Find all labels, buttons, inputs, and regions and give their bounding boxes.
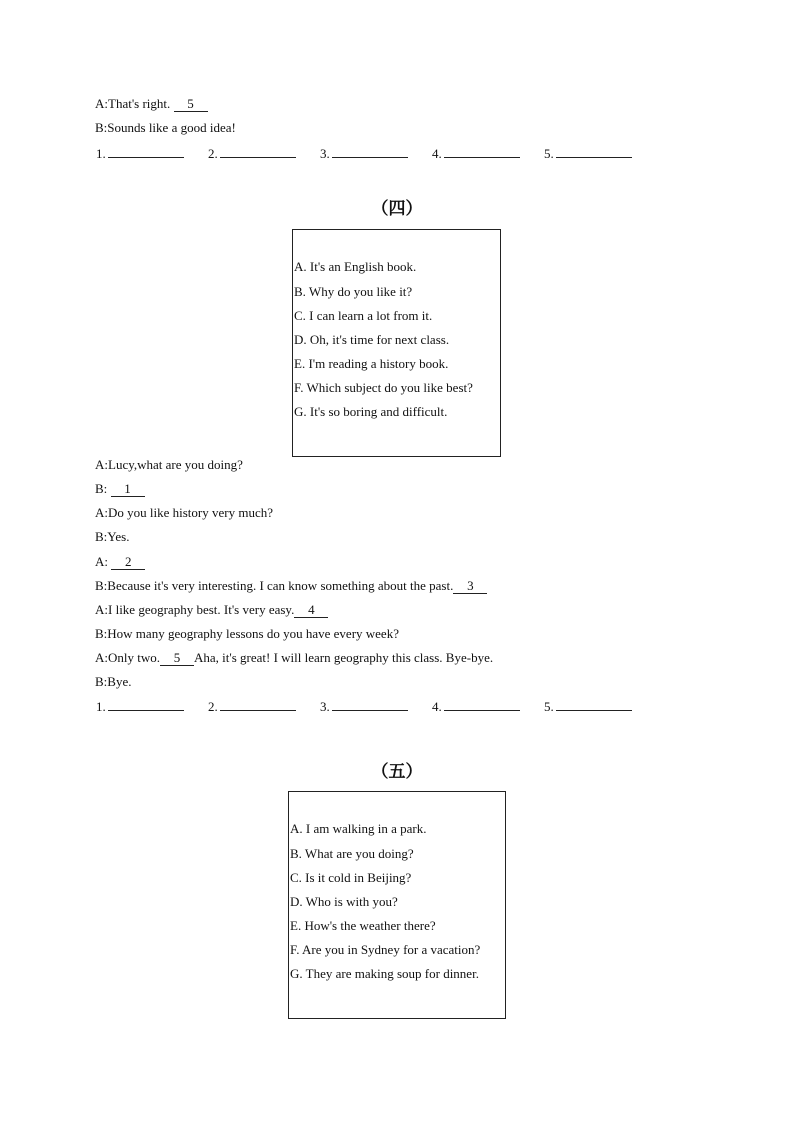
answer-slot: 1. [96, 145, 208, 162]
option-item: B. What are you doing? [290, 846, 414, 861]
dialogue-line: A:Do you like history very much? [95, 505, 273, 520]
section-heading: （四） [371, 199, 423, 219]
answer-blank [332, 698, 408, 711]
answer-slot: 1. [96, 698, 208, 715]
option-item: C. Is it cold in Beijing? [290, 870, 412, 885]
answer-slot: 4. [432, 698, 544, 715]
answer-blank [444, 145, 520, 158]
option-item: D. Who is with you? [290, 894, 398, 909]
answer-blank: 1 [111, 482, 145, 497]
option-item: G. It's so boring and difficult. [294, 404, 448, 419]
answer-blank: 5 [160, 651, 194, 666]
dialogue-line: B:Bye. [95, 674, 132, 689]
dialogue-line: A:Only two. 5 Aha, it's great! I will learn geography this class. Bye-bye. [95, 650, 494, 665]
answer-slot: 3. [320, 145, 432, 162]
answer-blank: 4 [294, 603, 328, 618]
answer-blank: 5 [174, 97, 208, 112]
answer-slot: 3. [320, 698, 432, 715]
section-heading: （五） [371, 762, 423, 782]
option-item: G. They are making soup for dinner. [290, 966, 479, 981]
dialogue-line: A: 2 [95, 554, 145, 570]
answer-blank [108, 698, 184, 711]
dialogue-line: B:How many geography lessons do you have every week? [95, 626, 399, 641]
answer-blank [220, 698, 296, 711]
option-item: E. How's the weather there? [290, 918, 436, 933]
answer-row [96, 145, 656, 162]
answer-blank [556, 145, 632, 158]
dialogue-line: B:Because it's very interesting. I can know something about the past. 3 [95, 578, 487, 594]
options-box [292, 229, 501, 457]
answer-blank [556, 698, 632, 711]
option-item: D. Oh, it's time for next class. [294, 332, 450, 347]
option-item: E. I'm reading a history book. [294, 356, 449, 371]
option-item: F. Are you in Sydney for a vacation? [290, 942, 481, 957]
answer-slot: 2. [208, 698, 320, 715]
answer-slot: 4. [432, 145, 544, 162]
answer-blank [444, 698, 520, 711]
answer-blank: 2 [111, 555, 145, 570]
dialogue-line: B:Sounds like a good idea! [95, 120, 236, 135]
answer-row [96, 698, 656, 715]
option-item: C. I can learn a lot from it. [294, 308, 433, 323]
answer-slot: 5. [544, 698, 656, 715]
dialogue-line: B: 1 [95, 481, 145, 497]
answer-blank: 3 [453, 579, 487, 594]
answer-slot: 2. [208, 145, 320, 162]
answer-blank [220, 145, 296, 158]
dialogue-line: A:Lucy,what are you doing? [95, 457, 243, 472]
dialogue-line: A:That's right. 5 [95, 96, 208, 112]
options-box [288, 791, 506, 1019]
dialogue-line: B:Yes. [95, 529, 130, 544]
answer-slot: 5. [544, 145, 656, 162]
option-item: B. Why do you like it? [294, 284, 413, 299]
option-item: A. I am walking in a park. [290, 821, 427, 836]
dialogue-line: A:I like geography best. It's very easy. 4 [95, 602, 328, 618]
option-item: A. It's an English book. [294, 259, 417, 274]
option-item: F. Which subject do you like best? [294, 380, 473, 395]
answer-blank [332, 145, 408, 158]
answer-blank [108, 145, 184, 158]
